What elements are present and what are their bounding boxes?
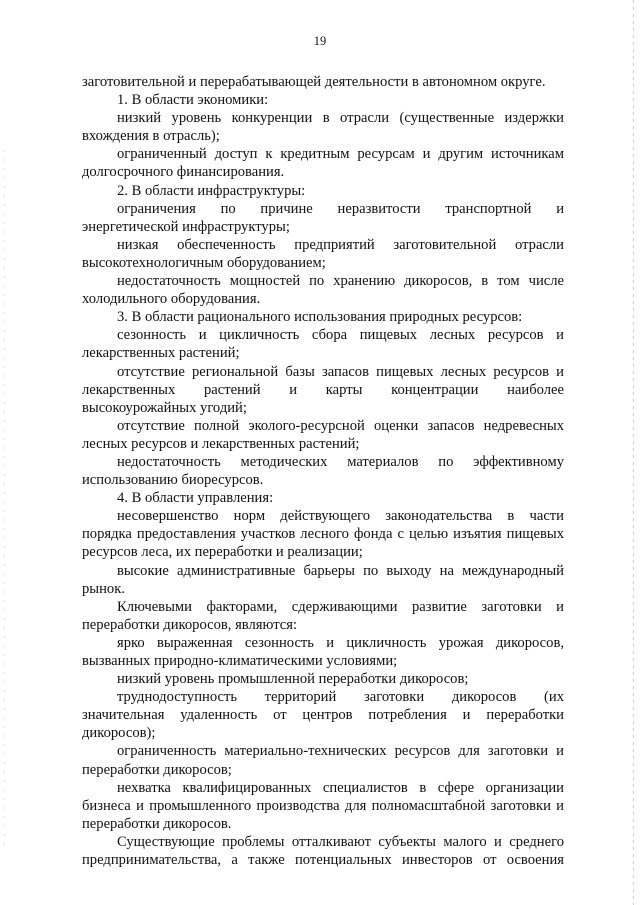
text-line: ограничения по причине неразвитости транспортной и xyxy=(117,200,564,217)
text-line: высокие административные барьеры по выходу на международный xyxy=(117,562,564,579)
text-line: бизнеса и промышленного производства для полномасштабной заготовки и xyxy=(82,797,564,814)
text-line: сезонность и цикличность сбора пищевых лесных ресурсов и xyxy=(117,327,564,344)
page-number: 19 xyxy=(313,34,327,48)
text-line: рынок. xyxy=(82,580,125,597)
text-line: ярко выраженная сезонность и цикличность урожая дикоросов, xyxy=(117,634,564,651)
text-line: лекарственных растений; xyxy=(82,345,240,362)
text-line: переработки дикоросов; xyxy=(82,761,232,778)
text-line: значительная удаленность от центров потребления и переработки xyxy=(82,707,564,724)
text-line: недостаточность мощностей по хранению дикоросов, в том числе xyxy=(117,273,564,290)
text-line: 3. В области рационального использования природных ресурсов: xyxy=(117,309,523,326)
text-line: низкая обеспеченность предприятий заготовительной отрасли xyxy=(117,236,564,253)
text-line: 2. В области инфраструктуры: xyxy=(117,182,306,199)
text-line: низкий уровень конкуренции в отрасли (существенные издержки xyxy=(117,110,564,127)
text-line: 4. В области управления: xyxy=(117,490,274,507)
text-line: отсутствие региональной базы запасов пищевых лесных ресурсов и xyxy=(117,363,564,380)
text-line: нехватка квалифицированных специалистов в сфере организации xyxy=(117,779,564,796)
text-line: порядка предоставления участков лесного фонда с целью изъятия пищевых xyxy=(82,526,564,543)
text-line: лесных ресурсов и лекарственных растений; xyxy=(82,435,360,452)
text-line: ограниченный доступ к кредитным ресурсам и другим источникам xyxy=(117,146,564,163)
text-line: вызванных природно-климатическими условиями; xyxy=(82,653,398,669)
text-line: труднодоступность территорий заготовки дикоросов (их xyxy=(117,689,564,706)
text-line: холодильного оборудования. xyxy=(82,291,261,308)
text-line: высокотехнологичным оборудованием; xyxy=(82,254,326,271)
text-line: использованию биоресурсов. xyxy=(82,472,264,489)
scan-edge-right xyxy=(633,0,634,905)
text-line: дикоросов); xyxy=(82,725,156,742)
scan-edge-left xyxy=(4,150,5,850)
text-line: Существующие проблемы отталкивают субъекты малого и среднего xyxy=(117,833,564,850)
text-line: заготовительной и перерабатывающей деятельности в автономном округе. xyxy=(82,74,546,90)
text-line: ограниченность материально-технических ресурсов для заготовки и xyxy=(117,743,564,760)
text-line: энергетической инфраструктуры; xyxy=(82,218,290,235)
text-line: недостаточность методических материалов по эффективному xyxy=(117,453,564,470)
text-line: отсутствие полной эколого-ресурсной оценки запасов недревесных xyxy=(117,417,564,434)
document-body xyxy=(82,73,564,869)
text-line: высокоурожайных угодий; xyxy=(82,399,247,416)
text-line: переработки дикоросов. xyxy=(82,815,232,832)
text-line: низкий уровень промышленной переработки дикоросов; xyxy=(117,671,469,688)
text-line: переработки дикоросов, являются: xyxy=(82,616,298,633)
text-line: Ключевыми факторами, сдерживающими развитие заготовки и xyxy=(117,598,564,615)
text-line: предпринимательства, а также потенциальных инвесторов от освоения xyxy=(82,852,564,869)
text-line: долгосрочного финансирования. xyxy=(82,164,285,181)
text-line: лекарственных растений и карты концентрации наиболее xyxy=(82,381,564,398)
text-line: 1. В области экономики: xyxy=(117,92,269,109)
text-line: несовершенство норм действующего законодательства в части xyxy=(117,508,564,525)
text-line: ресурсов леса, их переработки и реализации; xyxy=(82,544,363,561)
text-line: вхождения в отрасль); xyxy=(82,128,220,145)
